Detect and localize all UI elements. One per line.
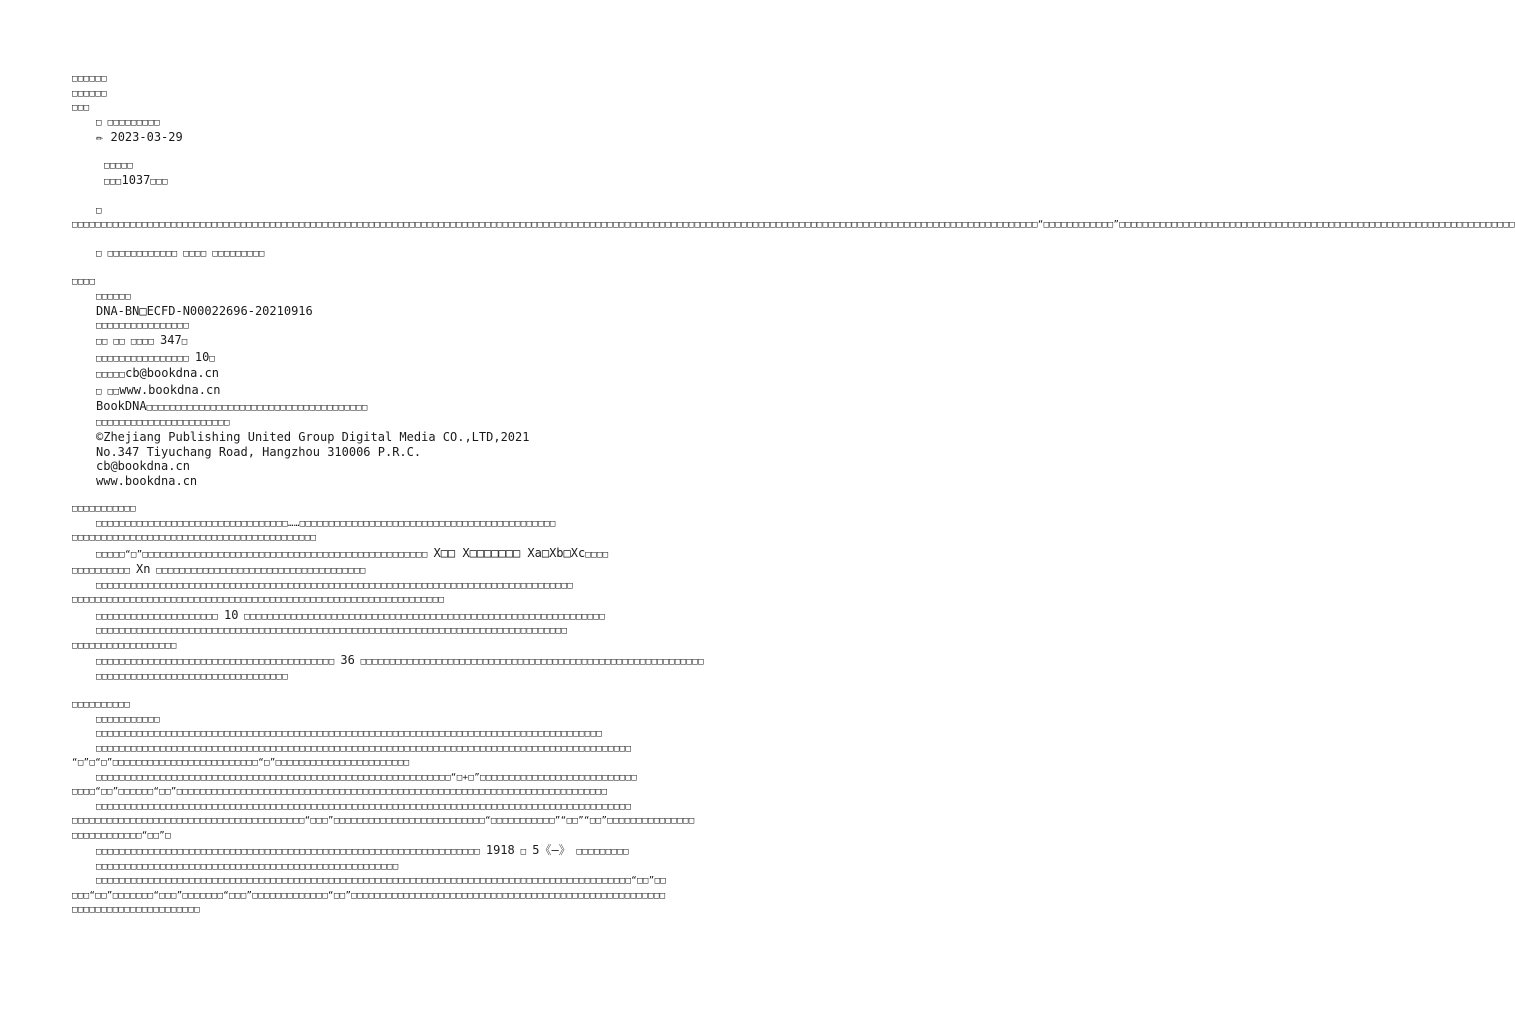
email-link[interactable]: cb@bookdna.cn bbox=[125, 366, 220, 380]
website-link[interactable]: www.bookdna.cn bbox=[119, 382, 221, 397]
section-1-line-8: □□□□□□□□□□□□□□□□□□□□□□□□□□□□□□□□□□□□□□□□□□□□□□□□□□□□□□□□□□□□□□□□□□□□□□□□□□□□□□□□□ bbox=[96, 626, 568, 636]
copyright-heading: □□□□ bbox=[72, 277, 96, 287]
section-1-line-4: □□□□□□□□□□ Xn □□□□□□□□□□□□□□□□□□□□□□□□□□□□□□□□□□□□ bbox=[72, 562, 366, 576]
copyright-address: □□ □□ □□□□ 347□ bbox=[96, 333, 188, 347]
copyright-en-email: cb@bookdna.cn bbox=[96, 459, 190, 473]
meta-count-prefix: □□□ bbox=[104, 177, 122, 187]
section-2-line-4: □□□□□□□□□□□□□□□□□□□□□□□□□□□□□□□□□□□□□□□□□□□□□□□□□□□□□□□□□□□□□“□+□”□□□□□□□□□□□□□□□□□□□□□□□□□□□ bbox=[96, 772, 638, 783]
section-1-line-5: □□□□□□□□□□□□□□□□□□□□□□□□□□□□□□□□□□□□□□□□□□□□□□□□□□□□□□□□□□□□□□□□□□□□□□□□□□□□□□□□□□ bbox=[96, 580, 574, 591]
meta-count-number: 1037 bbox=[121, 173, 151, 187]
copyright-postcode: □□□□□□□□□□□□□□□□ 10□ bbox=[96, 349, 216, 364]
section-2-subheading: □□□□□□□□□□□ bbox=[96, 714, 161, 725]
section-2-line-1: □□□□□□□□□□□□□□□□□□□□□□□□□□□□□□□□□□□□□□□□□□□□□□□□□□□□□□□□□□□□□□□□□□□□□□□□□□□□□□□□□□□□□□□ bbox=[96, 729, 603, 739]
meta-date-value: 2023-03-29 bbox=[110, 130, 183, 144]
section-1-line-7: □□□□□□□□□□□□□□□□□□□□□ 10 □□□□□□□□□□□□□□□□□□□□□□□□□□□□□□□□□□□□□□□□□□□□□□□□□□□□□□□□□□□□□□ bbox=[96, 607, 606, 622]
section-1-line-6: □□□□□□□□□□□□□□□□□□□□□□□□□□□□□□□□□□□□□□□□□□□□□□□□□□□□□□□□□□□□□□□□ bbox=[72, 595, 445, 605]
section-2-heading: □□□□□□□□□□ bbox=[72, 700, 131, 710]
meta-count-suffix: □□□ bbox=[150, 177, 168, 187]
section-1-line-9: □□□□□□□□□□□□□□□□□□ bbox=[72, 640, 177, 651]
section-2-line-3: “□”□“□”□□□□□□□□□□□□□□□□□□□□□□□□□“□”□□□□□□□□□□□□□□□□□□□□□□□ bbox=[72, 758, 410, 768]
section-1-line-3: □□□□□“□”□□□□□□□□□□□□□□□□□□□□□□□□□□□□□□□□□□□□□□□□□□□□□□□□□ X□□ X□□□□□□□ Xa□Xb□Xc□□□□ bbox=[96, 545, 609, 560]
meta-category: □□□□□ bbox=[104, 160, 134, 171]
copyright-label: □□□□□□ bbox=[96, 291, 131, 302]
copyright-rights: □□□□□□□□□□□□□□□□□□□□□□□ bbox=[96, 417, 230, 428]
copyright-en-company: ©Zhejiang Publishing United Group Digital Media CO.,LTD,2021 bbox=[96, 430, 530, 444]
header-line-1: □□□□□□ bbox=[72, 74, 107, 84]
section-2-line-7: □□□□□□□□□□□□□□□□□□□□□□□□□□□□□□□□□□□□□□□□“□□□”□□□□□□□□□□□□□□□□□□□□□□□□□□“□□□□□□□□□□□”“□□”“□□”□□□□□□□□□□□□□□□ bbox=[72, 816, 695, 826]
section-1-line-1: □□□□□□□□□□□□□□□□□□□□□□□□□□□□□□□□□……□□□□□□□□□□□□□□□□□□□□□□□□□□□□□□□□□□□□□□□□□□□□ bbox=[96, 518, 556, 529]
section-1-heading: □□□□□□□□□□□ bbox=[72, 504, 137, 514]
section-2-line-5: □□□□“□□”□□□□□□“□□”□□□□□□□□□□□□□□□□□□□□□□□□□□□□□□□□□□□□□□□□□□□□□□□□□□□□□□□□□□□□□□□□□□□□□□□□□□ bbox=[72, 787, 608, 797]
section-2-line-11: □□□□□□□□□□□□□□□□□□□□□□□□□□□□□□□□□□□□□□□□□□□□□□□□□□□□□□□□□□□□□□□□□□□□□□□□□□□□□□□□□□□□□□□□□□□□“□□”□□ bbox=[96, 876, 667, 886]
section-2-line-9: □□□□□□□□□□□□□□□□□□□□□□□□□□□□□□□□□□□□□□□□□□□□□□□□□□□□□□□□□□□□□□□□□□ 1918 □ 5《—》 □□□□□□□□□ bbox=[96, 843, 629, 857]
section-2-line-12: □□□“□□”□□□□□□□“□□□”□□□□□□□“□□□”□□□□□□□□□□□□□“□□”□□□□□□□□□□□□□□□□□□□□□□□□□□□□□□□□□□□□□□□□□□□□□□□□□□□□□□ bbox=[72, 890, 666, 901]
copyright-bookdna: BookDNA□□□□□□□□□□□□□□□□□□□□□□□□□□□□□□□□□□□□□□ bbox=[96, 399, 368, 413]
copyright-en-address: No.347 Tiyuchang Road, Hangzhou 310006 P.R.C. bbox=[96, 444, 422, 459]
pencil-icon: ✏ bbox=[96, 130, 104, 144]
section-1-line-10: □□□□□□□□□□□□□□□□□□□□□□□□□□□□□□□□□□□□□□□□□ 36 □□□□□□□□□□□□□□□□□□□□□□□□□□□□□□□□□□□□□□□□□□□□□□□□□□□□□□□□□□□ bbox=[96, 653, 704, 667]
copyright-email: □□□□□cb@bookdna.cn bbox=[96, 366, 220, 380]
copyright-en-web: www.bookdna.cn bbox=[96, 473, 198, 488]
section-2-line-10: □□□□□□□□□□□□□□□□□□□□□□□□□□□□□□□□□□□□□□□□□□□□□□□□□□□□ bbox=[96, 861, 399, 872]
section-2-line-2: □□□□□□□□□□□□□□□□□□□□□□□□□□□□□□□□□□□□□□□□□□□□□□□□□□□□□□□□□□□□□□□□□□□□□□□□□□□□□□□□□□□□□□□□□□□□ bbox=[96, 743, 632, 754]
section-1-line-2: □□□□□□□□□□□□□□□□□□□□□□□□□□□□□□□□□□□□□□□□□□ bbox=[72, 533, 317, 543]
intro-note: □ □□□□□□□□□□□□ □□□□ □□□□□□□□□ bbox=[96, 248, 265, 259]
header-line-3: □□□ bbox=[72, 103, 90, 113]
header-line-2: □□□□□□ bbox=[72, 88, 107, 99]
document-page bbox=[72, 72, 1515, 918]
copyright-publisher: □□□□□□□□□□□□□□□□ bbox=[96, 320, 190, 331]
copyright-web: □ □□www.bookdna.cn bbox=[96, 382, 221, 397]
section-2-line-6: □□□□□□□□□□□□□□□□□□□□□□□□□□□□□□□□□□□□□□□□□□□□□□□□□□□□□□□□□□□□□□□□□□□□□□□□□□□□□□□□□□□□□□□□□□□□ bbox=[96, 801, 632, 812]
copyright-dna: DNA-BN□ECFD-N00022696-20210916 bbox=[96, 304, 313, 318]
section-1-line-11: □□□□□□□□□□□□□□□□□□□□□□□□□□□□□□□□□ bbox=[96, 671, 289, 682]
section-2-line-8: □□□□□□□□□□□□“□□”□ bbox=[72, 830, 171, 841]
intro-paragraph: □ □□□□□□□□□□□□□□□□□□□□□□□□□□□□□□□□□□□□□□□□□□□□□□□□□□□□□□□□□□□□□□□□□□□□□□□□□□□□□□□□□□□□□□□□□□□□□□□□□□□□□□□□□□□□□□□□□□□□□□□□□□□□□□□□□□□□□□□□□□□□□□□□□□□□□□□□□□□□□□□□□□□□□□“□□□□□□□□□□□□”□□□□□□□□□□□□□□□□□□□□□□□□□□□□□□□□□□□□□□□□□□□□□□□□□□□□□□□□□□□□□□□□□□□□ bbox=[72, 205, 1515, 230]
section-2-line-13: □□□□□□□□□□□□□□□□□□□□□□ bbox=[72, 905, 201, 915]
meta-date bbox=[72, 130, 696, 145]
meta-author: □ □□□□□□□□□ bbox=[96, 117, 161, 128]
meta-count bbox=[72, 173, 696, 190]
